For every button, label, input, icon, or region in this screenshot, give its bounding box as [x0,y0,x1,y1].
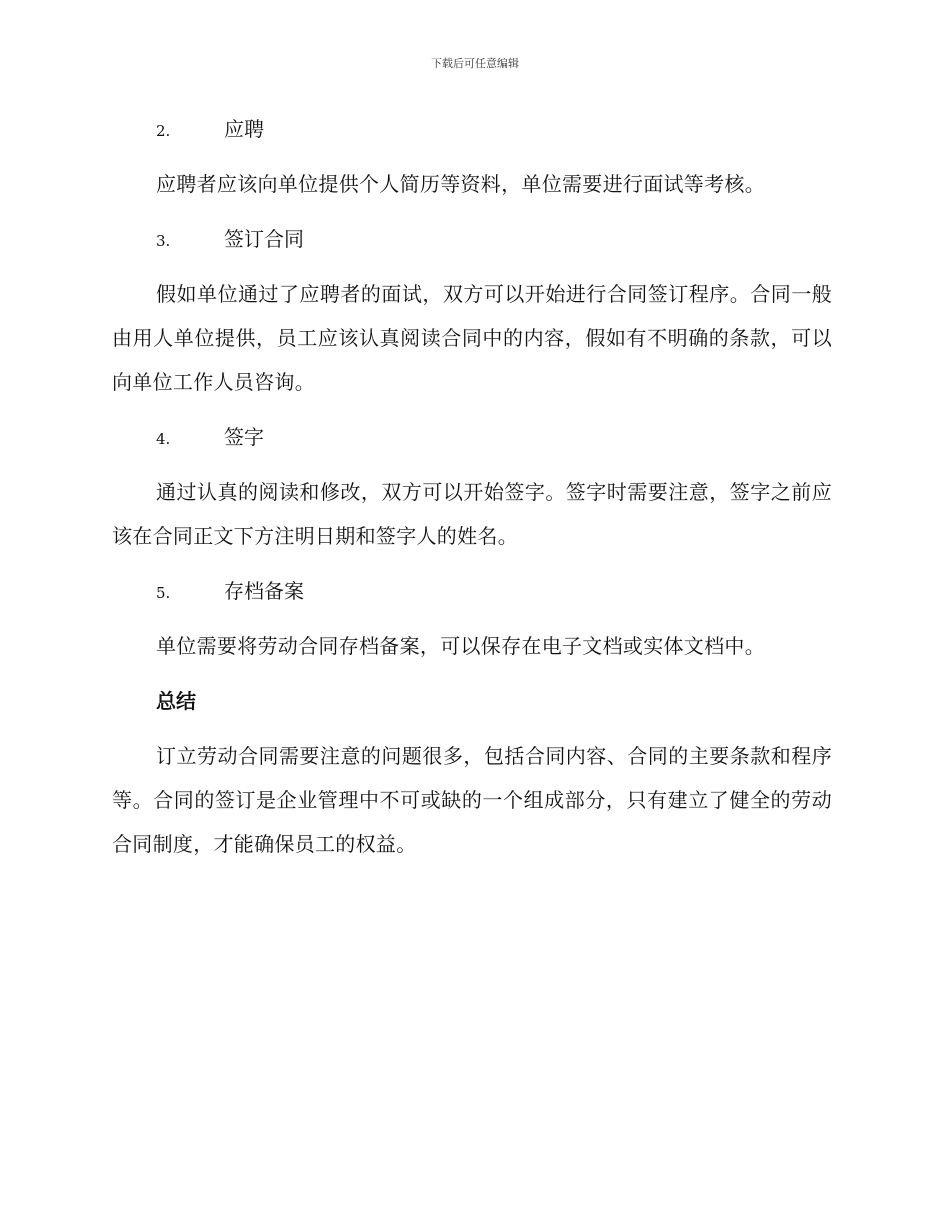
step-heading [112,570,832,612]
step-number: 5. [156,584,171,602]
page-header: 下载后可任意编辑 [431,57,519,70]
step-heading [112,218,832,260]
step-paragraph: 应聘者应该向单位提供个人简历等资料，单位需要进行面试等考核。 [156,172,765,196]
step-heading [112,416,832,458]
summary-paragraph: 订立劳动合同需要注意的问题很多，包括合同内容、合同的主要条款和程序等。合同的签订是企业管理中不可或缺的一个组成部分，只有建立了健全的劳动合同制度，才能确保员工的权益。 [112,744,832,856]
step-paragraph: 单位需要将劳动合同存档备案，可以保存在电子文档或实体文档中。 [156,634,765,658]
step-title: 签字 [224,425,264,449]
step-number: 2. [156,122,171,140]
step-paragraph: 通过认真的阅读和修改，双方可以开始签字。签字时需要注意，签字之前应该在合同正文下方注明日期和签字人的姓名。 [112,480,832,548]
step-title: 存档备案 [224,579,304,603]
step-title: 应聘 [224,117,264,141]
step-number: 4. [156,430,171,448]
summary-title: 总结 [156,689,196,713]
step-paragraph: 假如单位通过了应聘者的面试，双方可以开始进行合同签订程序。合同一般由用人单位提供，员工应该认真阅读合同中的内容，假如有不明确的条款，可以向单位工作人员咨询。 [112,282,832,394]
step-title: 签订合同 [224,227,304,251]
step-heading [112,108,832,150]
document-body [112,108,832,878]
step-number: 3. [156,232,171,250]
